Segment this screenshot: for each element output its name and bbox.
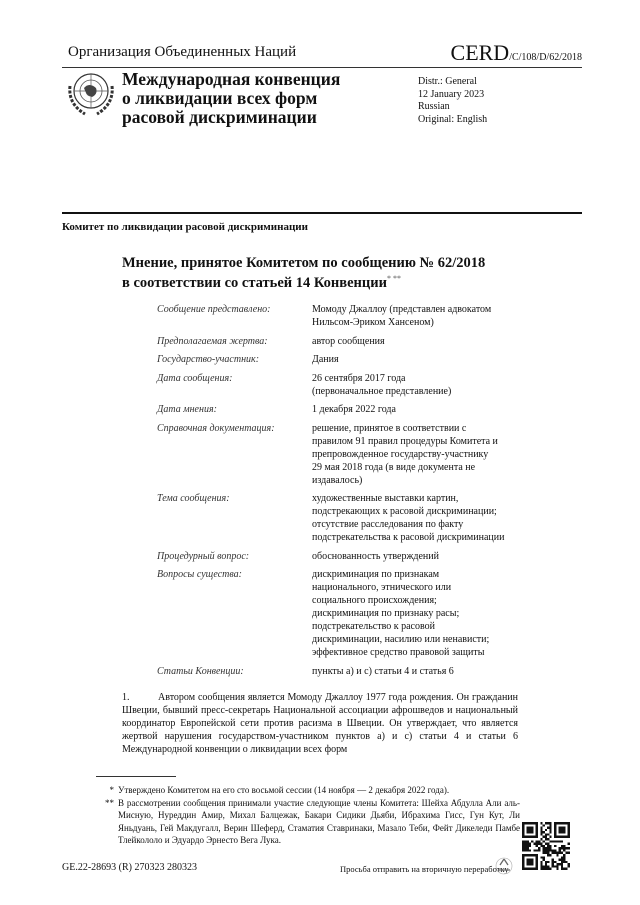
metadata-label: Статьи Конвенции: [157,665,244,677]
committee-name: Комитет по ликвидации расовой дискриминации [62,221,308,233]
date-line: 12 January 2023 [418,88,485,100]
metadata-row [157,372,537,398]
metadata-label: Справочная документация: [157,422,275,434]
footnote-text: Утверждено Комитетом на его сто восьмой сессии (14 ноября — 2 декабря 2022 года). [118,785,450,795]
footnote-rule [96,776,176,777]
recycle-note: Просьба отправить на вторичную переработку [340,864,509,874]
paragraph-text: Автором сообщения является Момоду Джаллоу 1977 года рождения. Он гражданин Швеции, бывший пресс-секретарь Национальной ассоциации афрошведов и национальный координатор Европейской сети против расизма в Швеции. Он утверждает, что является жертвой нарушения государством-участником пунктов a) и c) статьи 4 и статьи 6 Международной конвенции о ликвидации всех форм [122,692,518,755]
qr-code-icon[interactable] [522,822,570,870]
metadata-value: Момоду Джаллоу (представлен адвокатом Нильсом-Эриком Хансеном) [312,304,492,328]
footnote [96,784,520,797]
metadata-value: пункты a) и c) статьи 4 и статья 6 [312,665,454,677]
metadata-value: дискриминация по признакам национального, этнического или социального происхождения; дискриминация по признаку расы; подстрекательство к расовой дискриминации, насилию или ненависти; эффективное средство правовой защиты [312,569,490,658]
metadata-row [157,422,537,487]
original-language-line: Original: English [418,113,488,125]
metadata-value: автор сообщения [312,335,385,347]
footnote-mark: ** [105,797,114,808]
distribution-line: Distr.: General [418,76,477,87]
title-line: Мнение, принятое Комитетом по сообщению № 62/2018 [122,255,486,271]
metadata-value: 26 сентября 2017 года (первоначальное представление) [312,372,452,397]
metadata-row [157,665,537,678]
metadata-row [157,492,537,544]
job-number: GE.22-28693 (R) 270323 280323 [62,862,197,873]
un-emblem-icon [64,66,118,120]
title-line: в соответствии со статьей 14 Конвенции [122,274,387,291]
metadata-label: Тема сообщения: [157,493,230,504]
metadata-label: Сообщение представлено: [157,304,271,315]
footnote-mark: * [109,785,114,795]
metadata-label: Дата мнения: [157,404,217,415]
metadata-label: Процедурный вопрос: [157,550,250,562]
document-symbol [451,40,582,66]
metadata-value: решение, принятое в соответствии с правилом 91 правил процедуры Комитета и препровожденное государству-участнику 29 мая 2018 года (в виде документа не издавалось) [312,422,498,486]
paragraph-number: 1. [122,692,130,703]
metadata-row [157,353,537,366]
symbol-suffix: /C/108/D/62/2018 [509,52,582,63]
footnote [96,797,520,847]
decision-title [122,255,485,291]
convention-title-line: расовой дискриминации [122,107,317,127]
metadata-value: художественные выставки картин, подстрекающих к расовой дискриминации; отсутствие расследования по факту подстрекательства к расовой дискриминации [312,493,505,543]
section-rule [62,212,582,214]
footnote-text: В рассмотрении сообщения принимали участие следующие члены Комитета: Шейха Абдулла Али аль-Мисную, Нуреддин Амир, Михал Балцежак, Бакари Сидики Дьяби, Ибрахима Гисс, Гун Кут, Ли Яньдуань, Гей Макдугалл, Верин Шеферд, Стаматия Ставринаки, Мазало Теби, Фейт Дикеледи Памбе Тлейкололо и Эдуардо Эрнесто Вега Лука. [118,797,520,845]
footnote-marks: * ** [386,274,401,283]
metadata-row [157,568,537,659]
convention-title [122,70,340,127]
metadata-value: Дания [312,354,339,365]
metadata-row [157,403,537,416]
footnotes [96,784,520,847]
case-metadata [157,303,537,683]
metadata-value: обоснованность утверждений [312,550,439,562]
metadata-row [157,550,537,563]
convention-title-line: о ликвидации всех форм [122,88,318,108]
metadata-label: Вопросы существа: [157,569,242,580]
metadata-row [157,303,537,329]
metadata-label: Дата сообщения: [157,372,233,384]
metadata-row [157,335,537,348]
paragraph-1 [122,691,518,756]
convention-title-line: Международная конвенция [122,69,341,89]
language-line: Russian [418,101,450,112]
symbol-main: CERD [450,40,510,65]
distribution-info [418,76,487,126]
organization-name: Организация Объединенных Наций [68,44,297,60]
metadata-label: Предполагаемая жертва: [157,335,268,347]
recycle-icon [494,856,514,876]
metadata-value: 1 декабря 2022 года [312,404,396,415]
header-rule [62,67,582,68]
metadata-label: Государство-участник: [157,354,260,365]
